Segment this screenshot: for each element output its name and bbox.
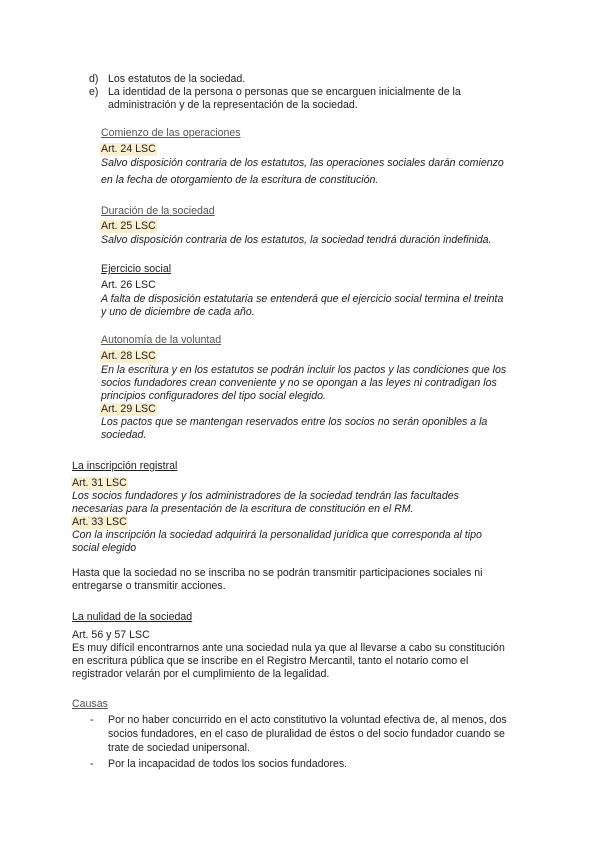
heading-comienzo: Comienzo de las operaciones xyxy=(101,127,241,139)
autonomia-text-line2: socios fundadores crean conveniente y no se opongan a las leyes ni contradigan los xyxy=(101,377,497,389)
inscripcion-paragraph-line2: entregarse o transmitir acciones. xyxy=(72,580,226,592)
autonomia-text-line5: sociedad. xyxy=(101,429,147,441)
heading-autonomia: Autonomía de la voluntad xyxy=(101,334,222,346)
ejercicio-text-line1: A falta de disposición estatutaria se entenderá que el ejercicio social termina el treinta xyxy=(101,293,504,305)
comienzo-text-line1: Salvo disposición contraria de los estatutos, las operaciones sociales darán comienzo xyxy=(101,157,504,169)
inscripcion-text-line2: necesarias para la presentación de la escritura de constitución en el RM. xyxy=(72,503,414,515)
autonomia-text-line4: Los pactos que se mantengan reservados entre los socios no serán oponibles a la xyxy=(101,416,488,428)
art-24: Art. 24 LSC xyxy=(101,143,156,155)
autonomia-text-line1: En la escritura y en los estatutos se podrán incluir los pactos y las condiciones que los xyxy=(101,364,507,376)
art-31: Art. 31 LSC xyxy=(72,477,127,489)
inscripcion-paragraph-line1: Hasta que la sociedad no se inscriba no se podrán transmitir participaciones sociales ni xyxy=(72,567,483,579)
list-marker-d: d) xyxy=(89,73,99,85)
duracion-text: Salvo disposición contraria de los estatutos, la sociedad tendrá duración indefinida. xyxy=(101,234,492,246)
inscripcion-text-line1: Los socios fundadores y los administradores de la sociedad tendrán las facultades xyxy=(72,490,459,502)
heading-inscripcion: La inscripción registral xyxy=(72,460,178,472)
nulidad-text-line3: registrador velarán por el cumplimiento de la legalidad. xyxy=(72,668,330,680)
list-marker-e: e) xyxy=(89,86,99,98)
causas-item-1-line1: Por no haber concurrido en el acto constitutivo la voluntad efectiva de, al menos, dos xyxy=(108,714,507,726)
inscripcion-text-line3: Con la inscripción la sociedad adquirirá la personalidad jurídica que corresponda al tipo xyxy=(72,529,482,541)
art-33: Art. 33 LSC xyxy=(72,516,127,528)
inscripcion-text-line4: social elegido xyxy=(72,542,137,554)
heading-causas: Causas xyxy=(72,698,108,710)
causas-marker-2: - xyxy=(90,758,94,770)
causas-item-1-line2: socios fundadores, en el caso de pluralidad de éstos o del socio fundador cuando se xyxy=(108,728,505,740)
causas-marker-1: - xyxy=(90,714,94,726)
nulidad-text-line2: en escritura pública que se inscribe en el Registro Mercantil, tanto el notario como el xyxy=(72,655,469,667)
art-28: Art. 28 LSC xyxy=(101,350,156,362)
heading-ejercicio: Ejercicio social xyxy=(101,263,172,275)
comienzo-text-line2: en la fecha de otorgamiento de la escritura de constitución. xyxy=(101,174,379,186)
autonomia-text-line3: principios configuradores del tipo social elegido. xyxy=(101,390,326,402)
art-25: Art. 25 LSC xyxy=(101,220,156,232)
list-item-e-line2: administración y de la representación de la sociedad. xyxy=(108,99,358,111)
causas-item-2-line1: Por la incapacidad de todos los socios fundadores. xyxy=(108,758,348,770)
heading-duracion: Duración de la sociedad xyxy=(101,205,215,217)
heading-nulidad: La nulidad de la sociedad xyxy=(72,611,193,623)
ejercicio-text-line2: y uno de diciembre de cada año. xyxy=(101,306,255,318)
causas-item-1-line3: trate de sociedad unipersonal. xyxy=(108,742,250,754)
list-item-e-line1: La identidad de la persona o personas que se encarguen inicialmente de la xyxy=(108,86,461,98)
art-26: Art. 26 LSC xyxy=(101,279,156,291)
list-item-d: Los estatutos de la sociedad. xyxy=(108,73,246,85)
nulidad-text-line1: Es muy difícil encontrarnos ante una sociedad nula ya que al llevarse a cabo su constitución xyxy=(72,642,505,654)
art-56-57: Art. 56 y 57 LSC xyxy=(72,629,150,641)
art-29: Art. 29 LSC xyxy=(101,403,156,415)
